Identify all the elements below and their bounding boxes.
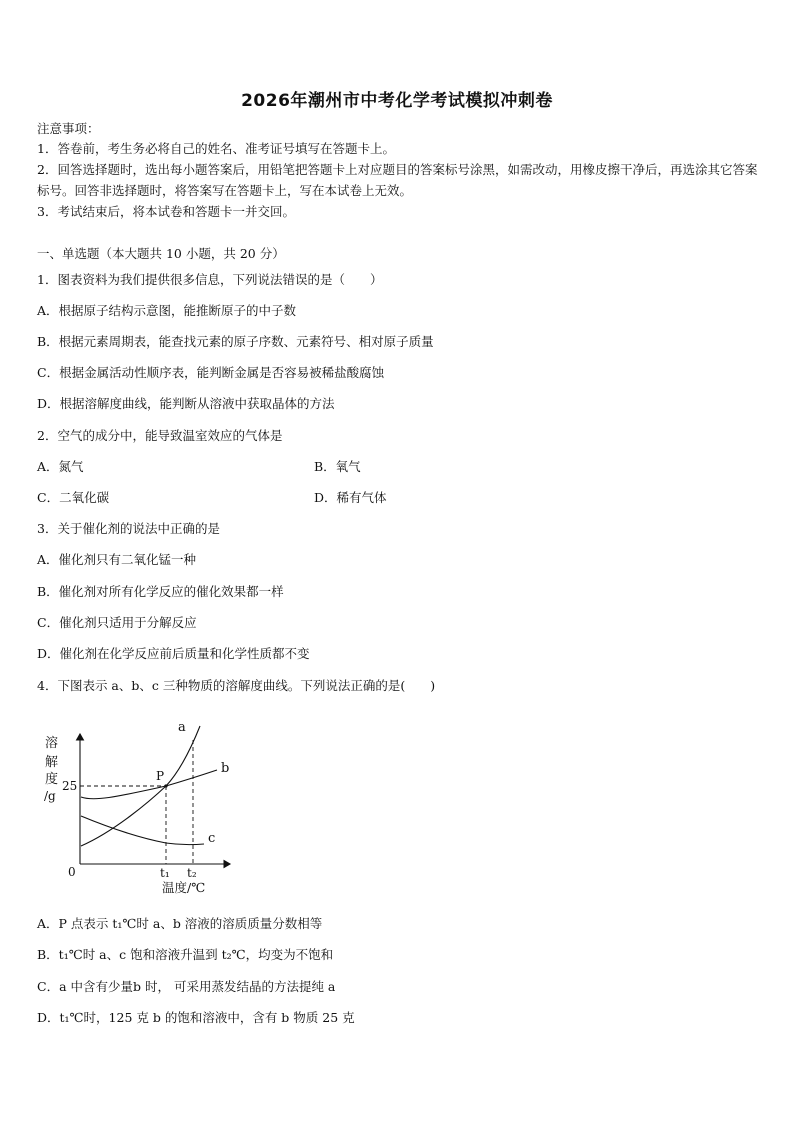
curve-b [81,770,217,799]
x-tick-t1: t₁ [160,866,170,880]
question-1-option-b: B．根据元素周期表，能查找元素的原子序数、元素符号、相对原子质量 [37,334,434,349]
question-4-option-a: A．P 点表示 t₁℃时 a、b 溶液的溶质质量分数相等 [37,916,323,931]
question-2-stem: 2．空气的成分中，能导致温室效应的气体是 [37,428,283,443]
y-label-char-4: /g [44,789,56,803]
y-tick-25: 25 [62,779,78,793]
question-3-option-c: C．催化剂只适用于分解反应 [37,615,197,630]
notice-item-2: 2．回答选择题时，选出每小题答案后，用铅笔把答题卡上对应题目的答案标号涂黑，如需改动，用橡皮擦干净后，再选涂其它答案标号。回答非选择题时，将答案写在答题卡上，写在本试卷上无效。 [37,162,758,198]
question-4-option-c: C．a 中含有少量b 时， 可采用蒸发结晶的方法提纯 a [37,979,336,994]
question-3-option-d: D．催化剂在化学反应前后质量和化学性质都不变 [37,646,310,661]
point-p-label: P [156,769,165,783]
question-1-option-d: D．根据溶解度曲线，能判断从溶液中获取晶体的方法 [37,396,335,411]
question-4-option-d: D．t₁℃时，125 克 b 的饱和溶液中，含有 b 物质 25 克 [37,1010,355,1025]
question-3-option-b: B．催化剂对所有化学反应的催化效果都一样 [37,584,284,599]
question-2-option-a: A．氮气 [37,459,84,474]
origin-label: 0 [68,865,76,879]
question-2-option-b: B．氧气 [314,459,361,474]
section-heading: 一、单选题（本大题共 10 小题，共 20 分） [37,246,285,261]
question-3-stem: 3．关于催化剂的说法中正确的是 [37,521,220,536]
y-label-char-3: 度 [45,772,59,787]
solubility-curve-figure [40,716,250,901]
question-4-stem: 4．下图表示 a、b、c 三种物质的溶解度曲线。下列说法正确的是( ) [37,678,436,693]
question-4-option-b: B．t₁℃时 a、c 饱和溶液升温到 t₂℃，均变为不饱和 [37,947,334,962]
curve-a-label: a [178,720,186,735]
notice-item-1: 1．答卷前，考生务必将自己的姓名、准考证号填写在答题卡上。 [37,141,395,156]
y-label-char-1: 溶 [45,736,59,751]
question-1-option-a: A．根据原子结构示意图，能推断原子的中子数 [37,303,297,318]
page-title: 2026年潮州市中考化学考试模拟冲刺卷 [241,91,553,111]
question-3-option-a: A．催化剂只有二氧化锰一种 [37,552,197,567]
question-2-option-c: C．二氧化碳 [37,490,110,505]
notice-heading: 注意事项： [37,121,100,136]
question-1-stem: 1．图表资料为我们提供很多信息，下列说法错误的是（ ） [37,272,383,287]
curve-c-label: c [208,831,216,846]
x-axis-label: 温度/℃ [162,880,206,895]
y-label-char-2: 解 [45,755,59,770]
x-tick-t2: t₂ [187,866,197,880]
curve-b-label: b [221,761,230,776]
curve-a [81,726,200,846]
notice-item-3: 3．考试结束后，将本试卷和答题卡一并交回。 [37,204,295,219]
point-p [164,784,167,787]
curve-c [81,816,204,845]
question-1-option-c: C．根据金属活动性顺序表，能判断金属是否容易被稀盐酸腐蚀 [37,365,385,380]
question-2-option-d: D．稀有气体 [314,490,387,505]
